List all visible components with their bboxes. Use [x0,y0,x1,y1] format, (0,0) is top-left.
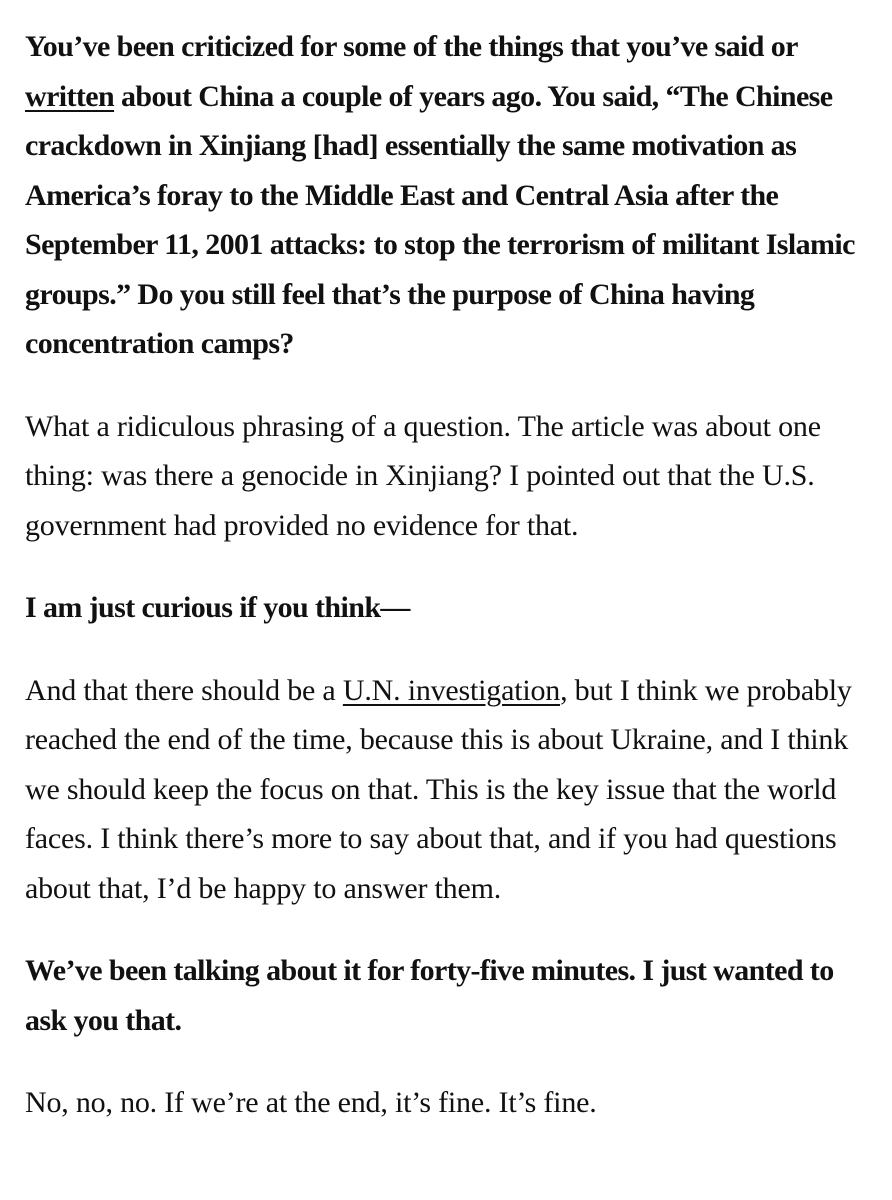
interview-answer: No, no, no. If we’re at the end, it’s fine. It’s fine. [25,1086,597,1119]
answer-text: , but I think we probably reached the end of the time, because this is about Ukraine, and I think we should keep the focus on that. This is the key issue that the world faces. I think there’s more to say about that, and if you had questions about that, I’d be happy to answer them. [25,673,852,905]
interview-answer: What a ridiculous phrasing of a question. The article was about one thing: was there a genocide in Xinjiang? I pointed out that the U.S. government had provided no evidence for that. [25,409,821,542]
written-link[interactable]: written [25,79,115,113]
interview-question [25,22,870,369]
interview-question: I am just curious if you think— [25,591,410,624]
interview-answer [25,666,870,914]
un-investigation-link[interactable]: U.N. investigation [342,673,561,707]
question-text: You’ve been criticized for some of the things that you’ve said or [25,30,798,63]
answer-text: And that there should be a [25,673,343,707]
interview-question: We’ve been talking about it for forty-five minutes. I just wanted to ask you that. [25,954,834,1037]
question-text: about China a couple of years ago. You said, “The Chinese crackdown in Xinjiang [had] essentially the same motivation as America’s foray to the Middle East and Central Asia after the September 11, 2001 attacks: to stop the terrorism of militant Islamic groups.” Do you still feel that’s the purpose of China having concentration camps? [25,79,855,360]
article-body [25,22,870,1128]
